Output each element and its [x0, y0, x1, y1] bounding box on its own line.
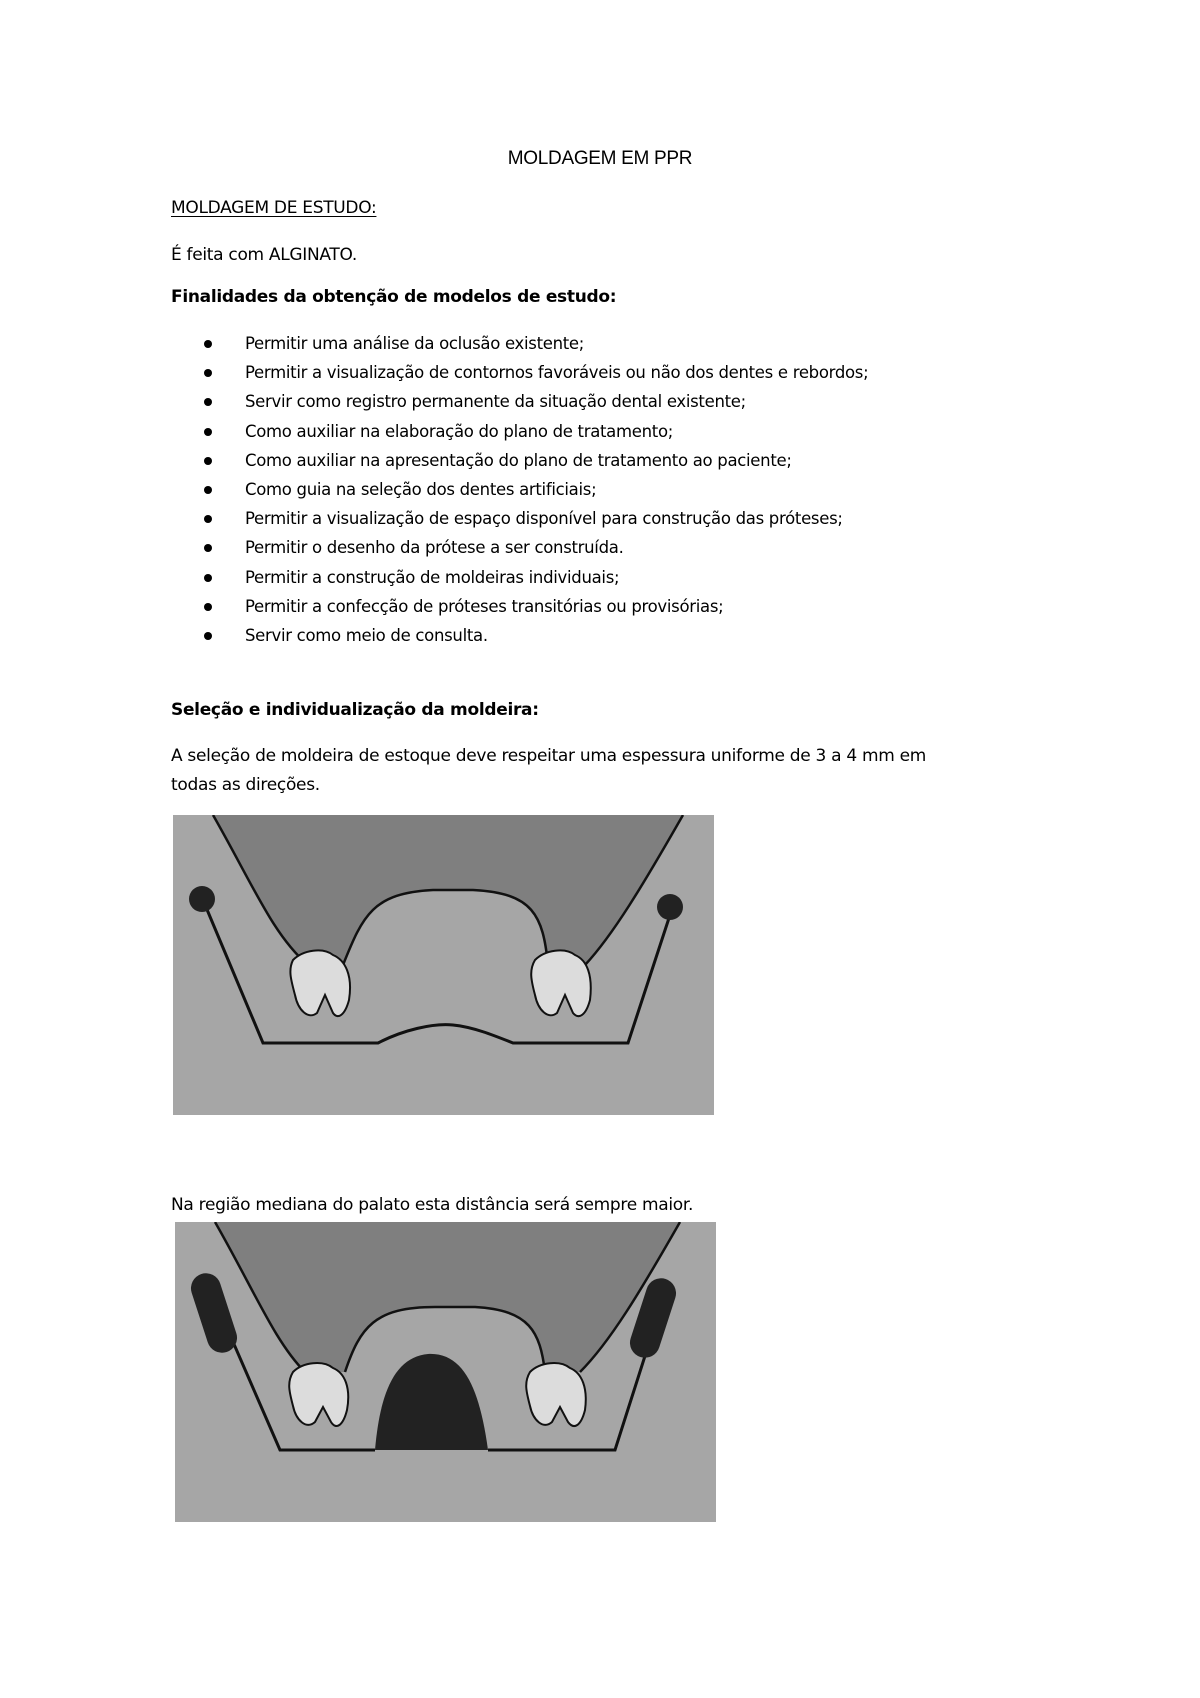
list-item: Permitir uma análise da oclusão existente;: [171, 329, 868, 358]
right-tooth-icon: [526, 1363, 586, 1426]
list-item: Servir como meio de consulta.: [171, 621, 868, 650]
bullet-icon: [204, 632, 212, 640]
list-item: Como auxiliar na elaboração do plano de tratamento;: [171, 417, 868, 446]
list-item: Como auxiliar na apresentação do plano de tratamento ao paciente;: [171, 446, 868, 475]
caption-palate-distance: Na região mediana do palato esta distância será sempre maior.: [171, 1195, 694, 1215]
right-tooth-icon: [531, 950, 591, 1016]
list-item: Permitir a visualização de contornos favoráveis ou não dos dentes e rebordos;: [171, 358, 868, 387]
right-stop-icon: [657, 894, 683, 920]
list-item: Permitir a confecção de próteses transitórias ou provisórias;: [171, 592, 868, 621]
tray-paragraph-line-2: todas as direções.: [171, 775, 320, 795]
list-item: Permitir a construção de moldeiras individuais;: [171, 563, 868, 592]
section-heading-study-impression: MOLDAGEM DE ESTUDO:: [171, 198, 377, 218]
bullet-icon: [204, 340, 212, 348]
bullet-icon: [204, 515, 212, 523]
bullet-icon: [204, 544, 212, 552]
list-item: Permitir a visualização de espaço disponível para construção das próteses;: [171, 504, 868, 533]
figure-palate-midline-spacing: [175, 1222, 716, 1522]
material-line: É feita com ALGINATO.: [171, 245, 358, 265]
bullet-icon: [204, 486, 212, 494]
bullet-icon: [204, 398, 212, 406]
list-item: Permitir o desenho da prótese a ser construída.: [171, 533, 868, 562]
figure-uniform-tray-spacing: [173, 815, 714, 1115]
left-tooth-icon: [290, 950, 350, 1016]
bullet-icon: [204, 428, 212, 436]
page-title: MOLDAGEM EM PPR: [507, 148, 693, 169]
bullet-icon: [204, 457, 212, 465]
purposes-list: [171, 329, 868, 650]
left-stop-icon: [189, 886, 215, 912]
list-item: Como guia na seleção dos dentes artificiais;: [171, 475, 868, 504]
tray-paragraph-line-1: A seleção de moldeira de estoque deve respeitar uma espessura uniforme de 3 a 4 mm em: [171, 746, 926, 766]
bullet-icon: [204, 369, 212, 377]
left-tooth-icon: [289, 1363, 348, 1426]
section-heading-tray-selection: Seleção e individualização da moldeira:: [171, 700, 539, 720]
list-item: Servir como registro permanente da situação dental existente;: [171, 387, 868, 416]
bullet-icon: [204, 603, 212, 611]
purposes-heading: Finalidades da obtenção de modelos de estudo:: [171, 287, 617, 307]
bullet-icon: [204, 574, 212, 582]
